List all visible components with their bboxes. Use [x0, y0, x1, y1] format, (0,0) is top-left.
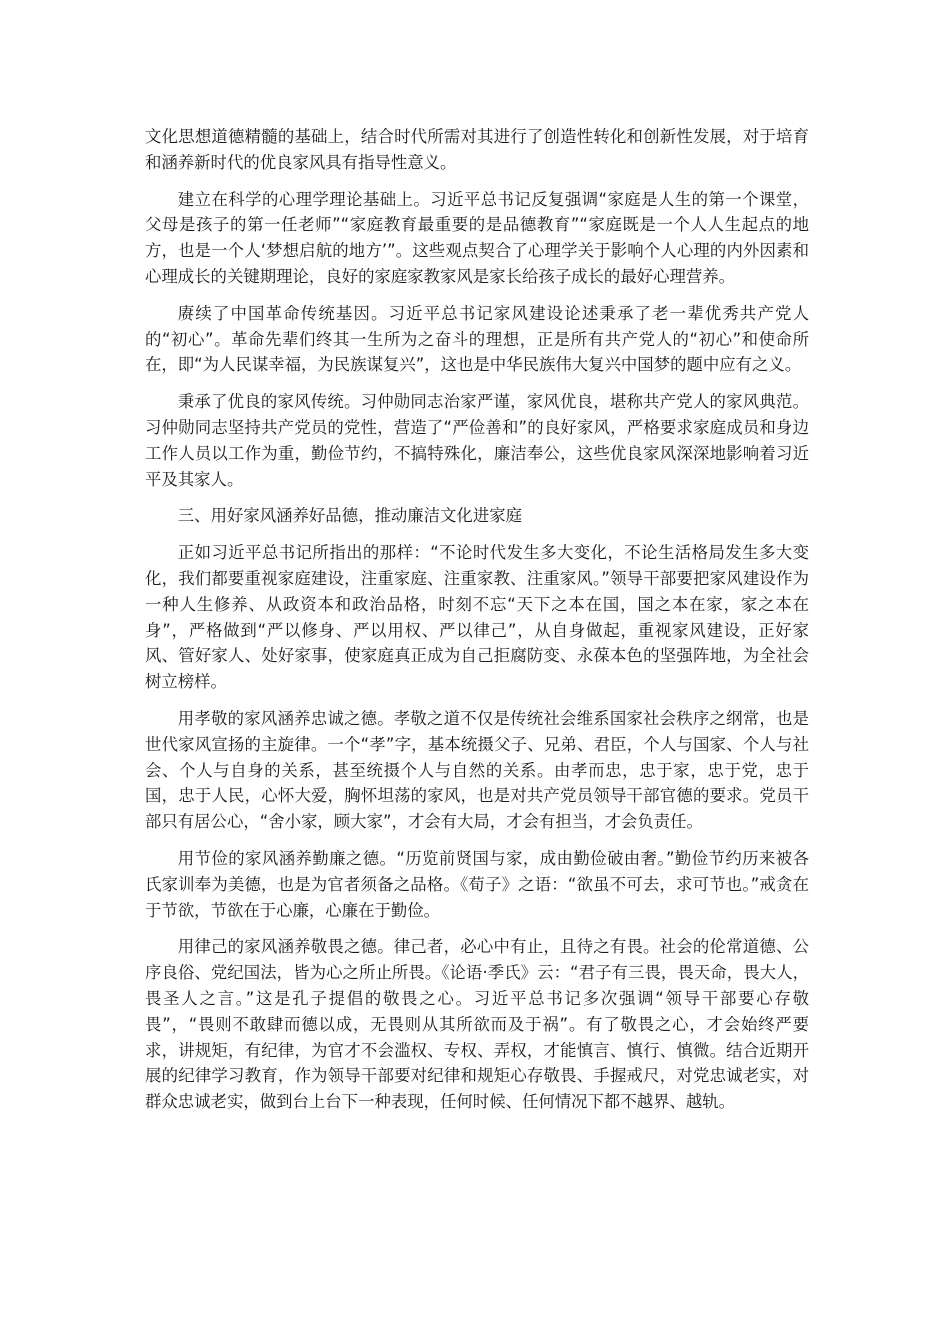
paragraph-continuation: 文化思想道德精髓的基础上，结合时代所需对其进行了创造性转化和创新性发展，对于培育和涵养新时代的优良家风具有指导性意义。 — [145, 127, 809, 172]
paragraph-family-building: 正如习近平总书记所指出的那样：“不论时代发生多大变化，不论生活格局发生多大变化，我们都要重视家庭建设，注重家庭、注重家教、注重家风。”领导干部要把家风建设作为一种人生修养、从政资本和政治品格，时刻不忘“天下之本在国，国之本在家，家之本在身”，严格做到“严以修身、严以用权、严以律己”，从自身做起，重视家风建设，正好家风、管好家人、处好家事，使家庭真正成为自己拒腐防变、永葆本色的坚强阵地，为全社会树立榜样。 — [145, 543, 809, 692]
paragraph-revolutionary-gene: 赓续了中国革命传统基因。习近平总书记家风建设论述秉承了老一辈优秀共产党人的“初心”。革命先辈们终其一生所为之奋斗的理想，正是所有共产党人的“初心”和使命所在，即“为人民谋幸福，为民族谋复兴”，这也是中华民族伟大复兴中国梦的题中应有之义。 — [145, 303, 809, 375]
paragraph-family-tradition: 秉承了优良的家风传统。习仲勋同志治家严谨，家风优良，堪称共产党人的家风典范。习仲勋同志坚持共产党员的党性，营造了“严俭善和”的良好家风，严格要求家庭成员和身边工作人员以工作为重，勤俭节约，不搞特殊化，廉洁奉公，这些优良家风深深地影响着习近平及其家人。 — [145, 392, 809, 489]
paragraph-awe-virtue: 用律己的家风涵养敬畏之德。律己者，必心中有止，且待之有畏。社会的伦常道德、公序良俗、党纪国法，皆为心之所止所畏。《论语·季氏》云：“君子有三畏，畏天命，畏大人，畏圣人之言。”这是孔子提倡的敬畏之心。习近平总书记多次强调“领导干部要心存敬畏”，“畏则不敢肆而德以成，无畏则从其所欲而及于祸”。有了敬畏之心，才会始终严要求，讲规矩，有纪律，为官才不会滥权、专权、弄权，才能慎言、慎行、慎微。结合近期开展的纪律学习教育，作为领导干部要对纪律和规矩心存敬畏、手握戒尺，对党忠诚老实，对群众忠诚老实，做到台上台下一种表现，任何时候、任何情况下都不越界、越轨。 — [145, 937, 809, 1112]
document-page — [145, 124, 809, 1126]
paragraph-psychology-basis: 建立在科学的心理学理论基础上。习近平总书记反复强调“家庭是人生的第一个课堂，父母是孩子的第一任老师”“家庭教育最重要的是品德教育”“家庭既是一个人人生起点的地方，也是一个人‘梦想启航的地方’”。这些观点契合了心理学关于影响个人心理的内外因素和心理成长的关键期理论，良好的家庭家教家风是家长给孩子成长的最好心理营养。 — [145, 189, 809, 286]
paragraph-frugality-virtue: 用节俭的家风涵养勤廉之德。“历览前贤国与家，成由勤俭破由奢。”勤俭节约历来被各氏家训奉为美德，也是为官者须备之品格。《荀子》之语：“欲虽不可去，求可节也。”戒贪在于节欲，节欲在于心廉，心廉在于勤俭。 — [145, 848, 809, 920]
section-heading-3: 三、用好家风涵养好品德，推动廉洁文化进家庭 — [177, 506, 522, 526]
paragraph-loyalty-virtue: 用孝敬的家风涵养忠诚之德。孝敬之道不仅是传统社会维系国家社会秩序之纲常，也是世代家风宣扬的主旋律。一个“孝”字，基本统摄父子、兄弟、君臣，个人与国家、个人与社会、个人与自身的关系，甚至统摄个人与自然的关系。由孝而忠，忠于家，忠于党，忠于国，忠于人民，心怀大爱，胸怀坦荡的家风，也是对共产党员领导干部官德的要求。党员干部只有居公心，“舍小家，顾大家”，才会有大局，才会有担当，才会负责任。 — [145, 708, 809, 832]
